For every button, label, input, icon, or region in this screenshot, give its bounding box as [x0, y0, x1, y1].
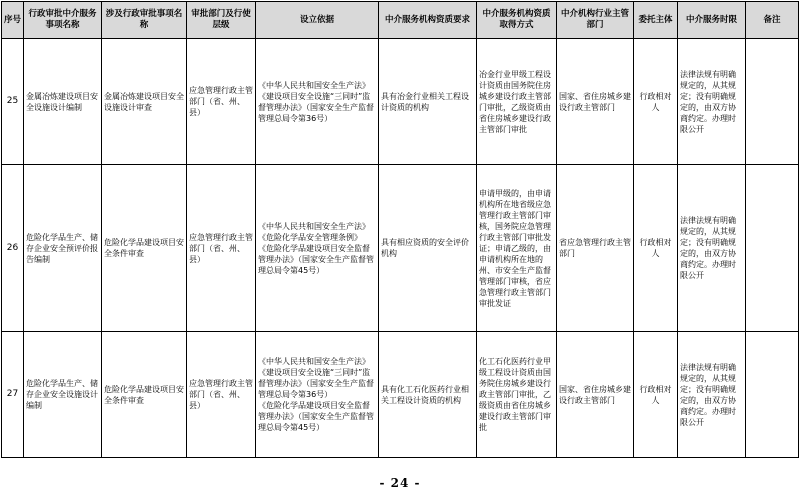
header-qualification: 中介服务机构资质要求 [379, 2, 477, 39]
header-time-limit: 中介服务时限 [678, 2, 746, 39]
cell-qualification: 具有冶金行业相关工程设计资质的机构 [379, 39, 477, 165]
header-remark: 备注 [746, 2, 799, 39]
header-row [2, 2, 799, 39]
cell-basis [256, 39, 379, 165]
cell-basis [256, 165, 379, 332]
table-row [2, 39, 799, 165]
header-qual-method: 中介服务机构资质取得方式 [477, 2, 557, 39]
cell-time-limit: 法律法规有明确规定的，从其规定；没有明确规定的，由双方协商约定。办理时限公开 [678, 165, 746, 332]
basis-line: 《中华人民共和国安全生产法》 [258, 80, 370, 90]
cell-related-item: 金属冶炼建设项目安全设施设计审查 [102, 39, 187, 165]
cell-supervisor: 国家、省住房城乡建设行政主管部门 [557, 332, 634, 458]
cell-remark [746, 165, 799, 332]
cell-qualification: 具有化工石化医药行业相关工程设计资质的机构 [379, 332, 477, 458]
cell-no: 27 [2, 332, 24, 458]
cell-qualification: 具有相应资质的安全评价机构 [379, 165, 477, 332]
header-dept-level: 审批部门及行使层级 [187, 2, 256, 39]
basis-line: 《中华人民共和国安全生产法》 [258, 221, 370, 231]
cell-remark [746, 332, 799, 458]
intermediary-services-table [1, 1, 799, 458]
header-no: 序号 [2, 2, 24, 39]
cell-item-name: 危险化学品生产、储存企业安全预评价报告编制 [24, 165, 102, 332]
cell-related-item: 危险化学品建设项目安全条件审查 [102, 165, 187, 332]
header-basis: 设立依据 [256, 2, 379, 39]
header-related-item: 涉及行政审批事项名称 [102, 2, 187, 39]
basis-line: 《危险化学品建设项目安全监督管理办法》（国家安全生产监督管理总局令第45号） [258, 401, 374, 432]
table-row [2, 165, 799, 332]
cell-client: 行政相对人 [634, 165, 678, 332]
cell-dept-level: 应急管理行政主管部门（省、州、县） [187, 165, 256, 332]
cell-no: 25 [2, 39, 24, 165]
cell-dept-level: 应急管理行政主管部门（省、州、县） [187, 39, 256, 165]
basis-line: 《中华人民共和国安全生产法》 [258, 357, 370, 366]
basis-line: 《危险化学品建设项目安全监督管理办法》（国家安全生产监督管理总局令第45号） [258, 243, 374, 275]
cell-supervisor: 国家、省住房城乡建设行政主管部门 [557, 39, 634, 165]
cell-qual-method: 冶金行业甲级工程设计资质由国务院住房城乡建设行政主管部门审批，乙级资质由省住房城乡建设行政主管部门审批 [477, 39, 557, 165]
cell-item-name: 危险化学品生产、储存企业安全设施设计编制 [24, 332, 102, 458]
basis-line: 《危险化学品安全管理条例》 [258, 232, 362, 242]
cell-supervisor: 省应急管理行政主管部门 [557, 165, 634, 332]
table-row [2, 332, 799, 458]
cell-qual-method: 化工石化医药行业甲级工程设计资质由国务院住房城乡建设行政主管部门审批，乙级资质由省住房城乡建设行政主管部门审批 [477, 332, 557, 458]
basis-line: 《建设项目安全设施“三同时”监督管理办法》（国家安全生产监督管理总局令第36号） [258, 91, 374, 123]
cell-related-item: 危险化学品建设项目安全条件审查 [102, 332, 187, 458]
basis-line: 《建设项目安全设施“三同时”监督管理办法》（国家安全生产监督管理总局令第36号） [258, 368, 374, 399]
cell-time-limit: 法律法规有明确规定的，从其规定；没有明确规定的，由双方协商约定。办理时限公开 [678, 332, 746, 458]
cell-remark [746, 39, 799, 165]
header-supervisor: 中介机构行业主管部门 [557, 2, 634, 39]
cell-dept-level: 应急管理行政主管部门（省、州、县） [187, 332, 256, 458]
cell-client: 行政相对人 [634, 332, 678, 458]
header-item-name: 行政审批中介服务事项名称 [24, 2, 102, 39]
page-number: - 24 - [379, 476, 421, 490]
cell-client: 行政相对人 [634, 39, 678, 165]
cell-qual-method: 申请甲级的，由申请机构所在地省级应急管理行政主管部门审核，国务院应急管理行政主管部门审批发证；申请乙级的，由申请机构所在地的州、市安全生产监督管理部门审核，省应急管理行政主管部门审批发证 [477, 165, 557, 332]
cell-item-name: 金属冶炼建设项目安全设施设计编制 [24, 39, 102, 165]
cell-time-limit: 法律法规有明确规定的，从其规定；没有明确规定的，由双方协商约定。办理时限公开 [678, 39, 746, 165]
cell-basis [256, 332, 379, 458]
cell-no: 26 [2, 165, 24, 332]
header-client: 委托主体 [634, 2, 678, 39]
